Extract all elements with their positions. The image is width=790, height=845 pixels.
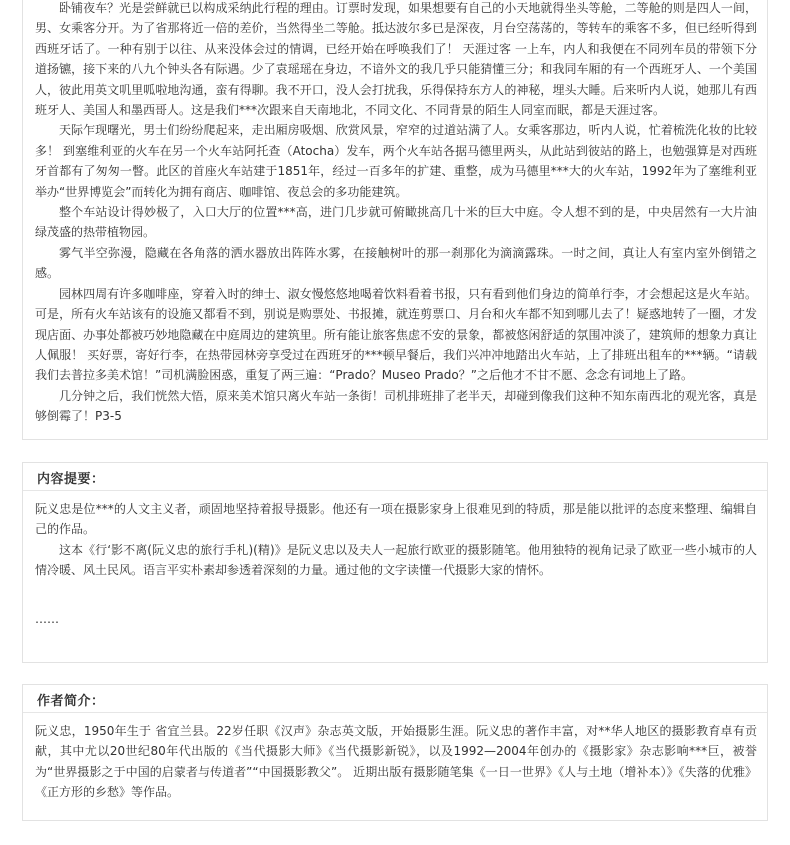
content-summary-body: [23, 491, 767, 629]
excerpt-panel: [22, 0, 768, 440]
content-summary-header: [23, 463, 767, 491]
content-summary-panel: [22, 462, 768, 663]
summary-paragraph: 阮义忠是位***的人文主义者，顽固地坚持着报导摄影。他还有一项在摄影家身上很难见到的特质，那是能以批评的态度来整理、编辑自己的作品。: [35, 502, 757, 537]
excerpt-paragraph: 天际乍现曙光，男士们纷纷爬起来，走出厢房吸烟、欣赏风景，窄窄的过道站满了人。女乘客那边，听内人说，忙着梳洗化妆的比较多！ 到塞维利亚的火车在另一个火车站阿托查（Atocha）发车，两个火车站各据马德里两头，从此站到彼站的路上，也勉强算是对西班牙首都有了匆匆一瞥。此区的首座火车站建于1851年，经过一百多年的扩建、重整，成为马德里***大的火车站，1992年为了塞维利亚举办“世界博览会”而转化为拥有商店、咖啡馆、夜总会的多功能建筑。: [35, 123, 757, 199]
excerpt-paragraph: 卧铺夜车？光是尝鲜就已以构成采纳此行程的理由。订票时发现，如果想要有自己的小天地就得坐头等舱，二等舱的则是四人一间，男、女乘客分开。为了省那将近一倍的差价，当然得坐二等舱。抵达波尔多已是深夜，月台空荡荡的，等转车的乘客不多，但已经听得到西班牙话了。一种有别于以往、从来没体会过的情调，已经开始在呼唤我们了！ 天涯过客 一上车，内人和我便在不同列车员的带领下分道扬镳，接下来的八九个钟头各有际遇。少了袁瑶瑶在身边，不谙外文的我几乎只能猜懂三分；和我同车厢的有一个西班牙人、一个美国人，彼此用英文叽里呱啦地沟通，蛮有得聊。我不开口，没人会打扰我，乐得保持东方人的神秘，埋头大睡。后来听内人说，她那儿有西班牙人、美国人和墨西哥人。这是我们***次跟来自天南地北，不同文化、不同背景的陌生人同室而眠，都是天涯过客。: [35, 1, 757, 118]
content-summary-title: 内容提要：: [37, 472, 105, 487]
author-intro-title: 作者简介：: [37, 694, 105, 709]
excerpt-paragraph: 园林四周有许多咖啡座，穿着入时的绅士、淑女慢悠悠地喝着饮料看着书报，只有看到他们身边的简单行李，才会想起这是火车站。可是，所有火车站该有的设施又都看不到，别说是购票处、书报摊，就连剪票口、月台和火车都不知到哪儿去了！疑惑地转了一圈，才发现店面、办事处都被巧妙地隐藏在中庭周边的建筑里。所有能让旅客焦虑不安的景象，都被悠闲舒适的氛围冲淡了，建筑师的想象力真让人佩服！ 买好票，寄好行李，在热带园林旁享受过在西班牙的***顿早餐后，我们兴冲冲地踏出火车站，上了排班出租车的***辆。“请载我们去普拉多美术馆！”司机满脸困惑，重复了两三遍：“Prado？Museo Prado？”之后他才不甘不愿、念念有词地上了路。: [35, 286, 757, 383]
excerpt-paragraph: 几分钟之后，我们恍然大悟，原来美术馆只离火车站一条街！司机排班排了老半天，却碰到像我们这种不知东南西北的观光客，真是够倒霉了！P3-5: [35, 388, 757, 424]
excerpt-body: [23, 0, 767, 427]
author-intro-header: [23, 685, 767, 713]
excerpt-paragraph: 雾气半空弥漫，隐藏在各角落的洒水器放出阵阵水雾，在接触树叶的那一刹那化为滴滴露珠。一时之间，真让人有室内室外倒错之感。: [35, 245, 757, 281]
author-intro-body: [23, 713, 767, 803]
summary-ellipsis: ……: [35, 611, 59, 626]
excerpt-paragraph: 整个车站设计得妙极了，入口大厅的位置***高，进门几步就可俯瞰挑高几十米的巨大中庭。令人想不到的是，中央居然有一大片油绿茂盛的热带植物园。: [35, 205, 757, 240]
author-intro-panel: [22, 684, 768, 821]
summary-paragraph: 这本《行‘影不离(阮义忠的旅行手札)(精)》是阮义忠以及夫人一起旅行欧亚的摄影随笔。他用独特的视角记录了欧亚一些小城市的人情冷暖、风土民风。语言平实朴素却参透着深刻的力量。通过他的文字读懂一代摄影大家的情怀。: [35, 542, 757, 578]
author-paragraph: 阮义忠，1950年生于 省宜兰县。22岁任职《汉声》杂志英文版，开始摄影生涯。阮义忠的著作丰富，对**华人地区的摄影教育卓有贡献，其中尤以20世纪80年代出版的《当代摄影大师》《当代摄影新锐》，以及1992—2004年创办的《摄影家》杂志影响***巨，被誉为“世界摄影之于中国的启蒙者与传道者”“中国摄影教父”。 近期出版有摄影随笔集《一日一世界》《人与土地（增补本）》《失落的优雅》《正方形的乡愁》等作品。: [35, 724, 757, 800]
